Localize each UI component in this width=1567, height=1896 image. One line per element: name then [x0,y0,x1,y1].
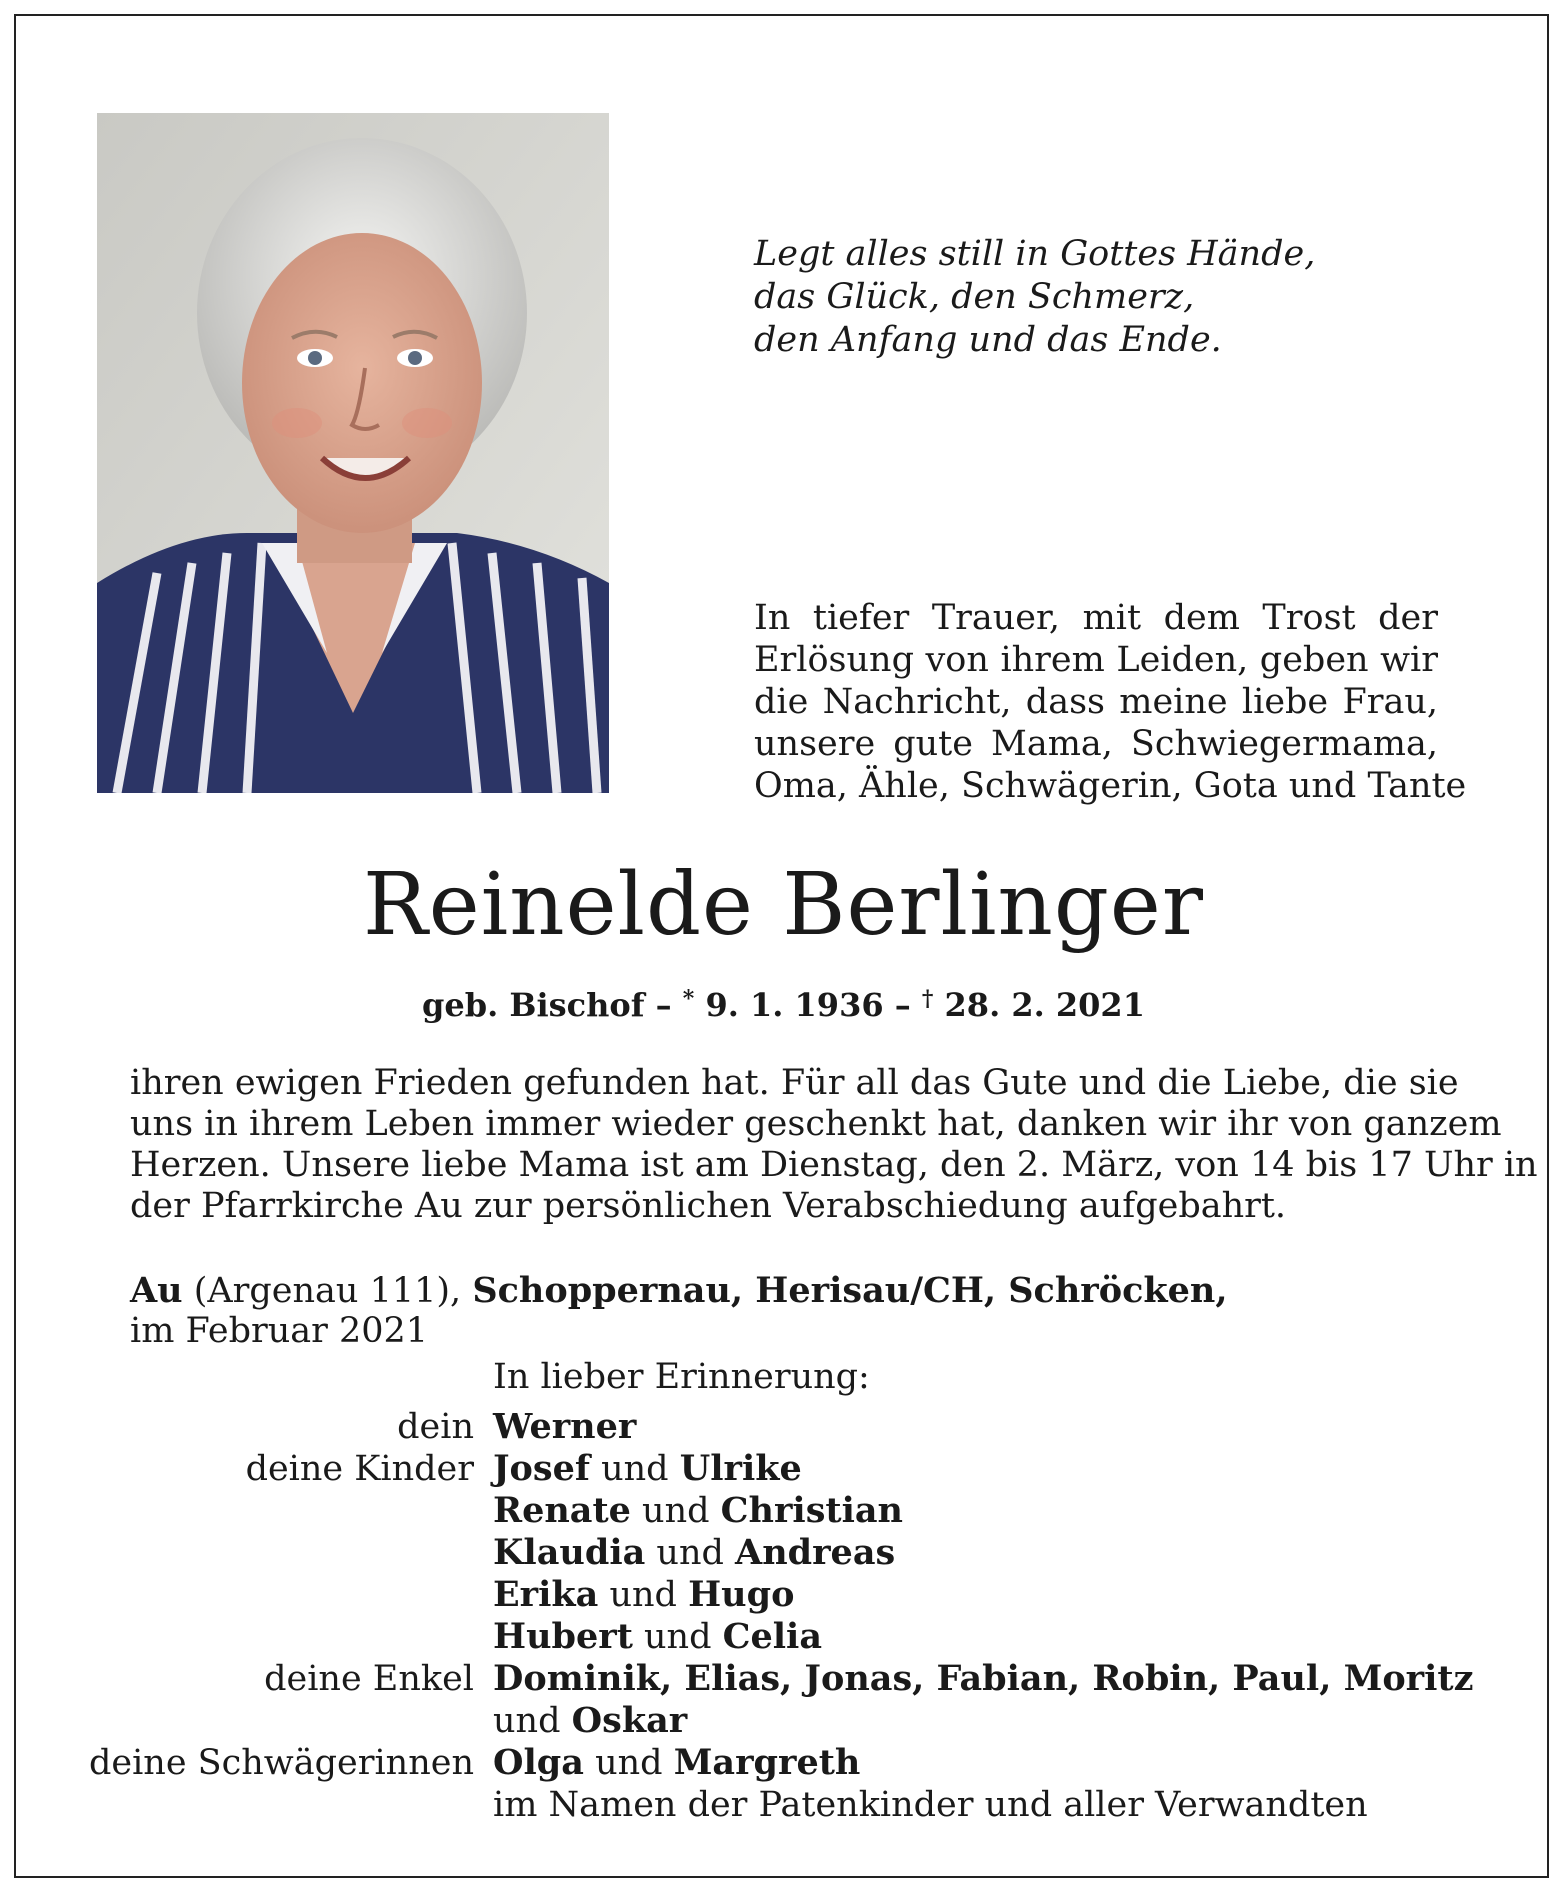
family-row [0,1532,1567,1574]
quote-line: den Anfang und das Ende. [754,320,1222,360]
family-label: deine Enkel [264,1659,474,1699]
intro-line: unsere gute Mama, Schwiegermama, [754,724,1438,764]
child-name: Klaudia [493,1532,646,1573]
death-date: 28. 2. 2021 [933,986,1145,1024]
family-row [0,1406,1567,1448]
memorial-quote [754,233,1454,362]
intro-line: In tiefer Trauer, mit dem Trost der [754,598,1438,638]
birth-symbol: * [682,986,695,1012]
quote-line: Legt alles still in Gottes Hände, [754,234,1316,274]
partner-name: Celia [722,1616,823,1657]
family-row [0,1742,1567,1784]
intro-paragraph [754,597,1467,807]
partner-name: Hugo [688,1574,795,1615]
closing-line: im Namen der Patenkinder und aller Verwandten [493,1785,1368,1825]
body-paragraph [130,1063,1538,1227]
intro-line: die Nachricht, dass meine liebe Frau, [754,682,1438,722]
child-name: Hubert [493,1616,633,1657]
memory-heading: In lieber Erinnerung: [493,1357,870,1397]
dash: – [644,986,683,1024]
family-label: dein [397,1407,474,1447]
and-word: und [632,1617,723,1657]
deceased-name: Reinelde Berlinger [363,855,1204,955]
other-places: Schoppernau, Herisau/CH, Schröcken, [472,1270,1228,1311]
grandchild-name: Oskar [571,1700,688,1741]
partner-name: Christian [720,1490,904,1531]
family-label: deine Kinder [245,1449,474,1489]
family-row [0,1490,1567,1532]
quote-line: das Glück, den Schmerz, [754,277,1195,317]
family-list [0,1406,1567,1826]
family-row [0,1448,1567,1490]
family-row [0,1616,1567,1658]
family-row [0,1784,1567,1826]
and-word: und [598,1575,689,1615]
child-name: Josef [493,1448,590,1489]
address: (Argenau 111), [182,1271,473,1311]
places-and-date [130,1271,1430,1351]
body-line: der Pfarrkirche Au zur persönlichen Verabschiedung aufgebahrt. [130,1186,1287,1226]
body-line: Herzen. Unsere liebe Mama ist am Dienstag, den 2. März, von 14 bis 17 Uhr in [130,1145,1538,1185]
sister-in-law-name: Margreth [673,1742,861,1783]
family-row [0,1700,1567,1742]
dash: – [883,986,922,1024]
birth-date: 9. 1. 1936 [694,986,884,1024]
family-row [0,1574,1567,1616]
and-word: und [589,1449,680,1489]
and-word: und [493,1701,572,1741]
body-line: uns in ihrem Leben immer wieder geschenkt hat, danken wir ihr von ganzem [130,1104,1502,1144]
portrait-photo [97,113,609,793]
intro-line: Oma, Ähle, Schwägerin, Gota und Tante [754,766,1467,806]
grandchildren-names: Dominik, Elias, Jonas, Fabian, Robin, Paul, Moritz [493,1658,1474,1699]
maiden-name: geb. Bischof [422,986,645,1024]
child-name: Renate [493,1490,631,1531]
body-line: ihren ewigen Frieden gefunden hat. Für all das Gute und die Liebe, die sie [130,1063,1459,1103]
family-label: deine Schwägerinnen [88,1743,474,1783]
partner-name: Ulrike [679,1448,802,1489]
town: Au [130,1270,183,1311]
date-line: im Februar 2021 [130,1311,429,1351]
and-word: und [645,1533,736,1573]
child-name: Erika [493,1574,599,1615]
sister-in-law-name: Olga [493,1742,584,1783]
husband-name: Werner [493,1406,637,1447]
and-word: und [583,1743,674,1783]
life-dates [0,977,1567,1027]
partner-name: Andreas [735,1532,896,1573]
death-symbol: † [921,986,934,1012]
family-row [0,1658,1567,1700]
and-word: und [630,1491,721,1531]
intro-line: Erlösung von ihrem Leiden, geben wir [754,640,1438,680]
